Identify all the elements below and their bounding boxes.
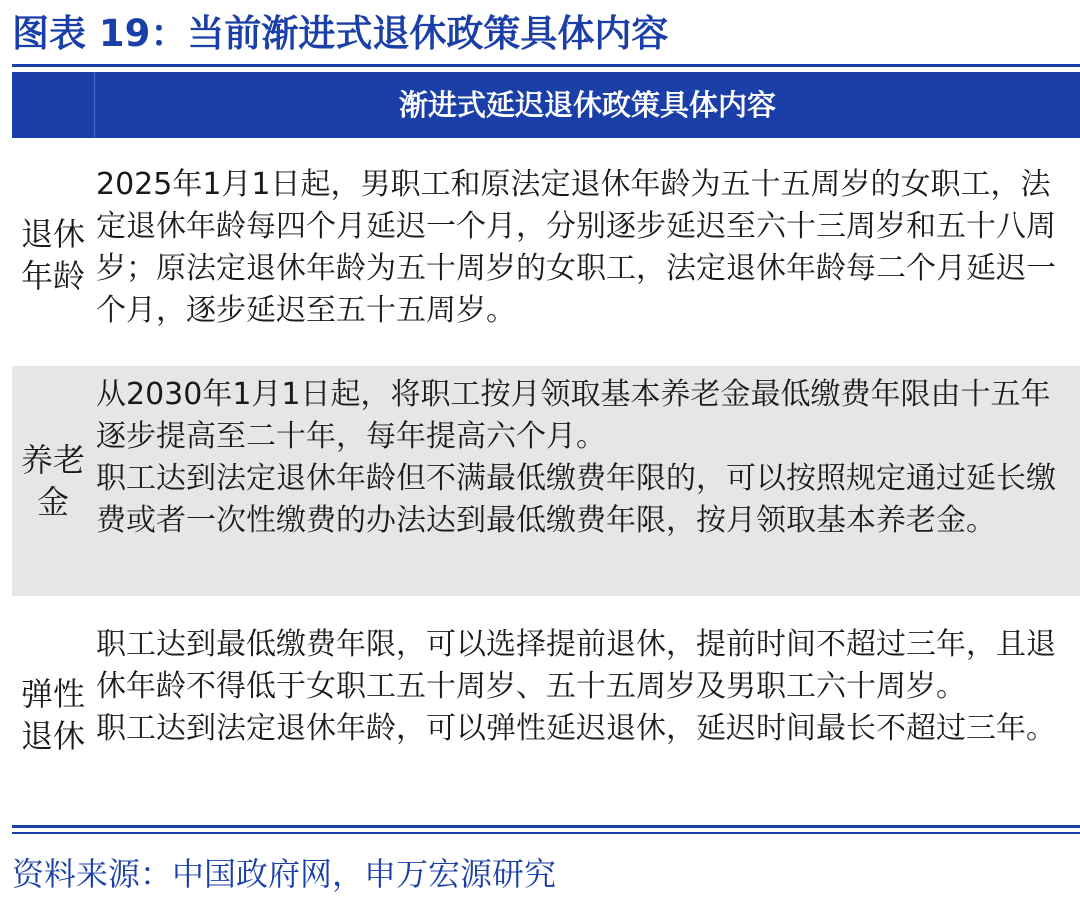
row-content [96, 374, 1066, 542]
row-label-line: 退休 [20, 215, 85, 253]
row-paragraph: 职工达到法定退休年龄但不满最低缴费年限的，可以按照规定通过延长缴费或者一次性缴费的办法达到最低缴费年限，按月领取基本养老金。 [96, 461, 1056, 538]
row-paragraph: 2025年1月1日起，男职工和原法定退休年龄为五十五周岁的女职工，法定退休年龄每四个月延迟一个月，分别逐步延迟至六十三周岁和五十八周岁；原法定退休年龄为五十周岁的女职工，法定退休年龄每二个月延迟一个月，逐步延迟至五十五周岁。 [96, 167, 1056, 328]
source-note: 资料来源：中国政府网，申万宏源研究 [12, 855, 557, 893]
footer-divider [12, 825, 1080, 828]
table-row-pension [12, 366, 1080, 596]
header-label-cell [12, 72, 95, 138]
figure-title: 图表 19：当前渐进式退休政策具体内容 [12, 12, 669, 55]
row-label-line: 年龄 [20, 257, 85, 295]
title-divider [12, 64, 1080, 67]
row-label [12, 624, 94, 806]
row-content [96, 624, 1066, 750]
row-paragraph: 从2030年1月1日起，将职工按月领取基本养老金最低缴费年限由十五年逐步提高至二十年，每年提高六个月。 [96, 377, 1051, 454]
footer-divider-thin [12, 832, 1080, 834]
policy-table [12, 72, 1080, 755]
table-row-retirement-age [12, 164, 1080, 346]
row-label-line: 养老 [20, 441, 85, 479]
table-header [12, 72, 1080, 138]
row-paragraph: 职工达到法定退休年龄，可以弹性延迟退休，延迟时间最长不超过三年。 [96, 711, 1056, 746]
row-label-line: 退休 [20, 717, 85, 755]
row-paragraph: 职工达到最低缴费年限，可以选择提前退休，提前时间不超过三年，且退休年龄不得低于女职工五十周岁、五十五周岁及男职工六十周岁。 [96, 627, 1056, 704]
row-label-line: 弹性 [20, 675, 85, 713]
row-label-line: 金 [36, 483, 69, 521]
row-label [12, 164, 94, 346]
table-row-flexible-retirement [12, 624, 1080, 806]
header-title: 渐进式延迟退休政策具体内容 [398, 88, 776, 122]
row-content [96, 164, 1066, 332]
row-label [12, 366, 94, 596]
